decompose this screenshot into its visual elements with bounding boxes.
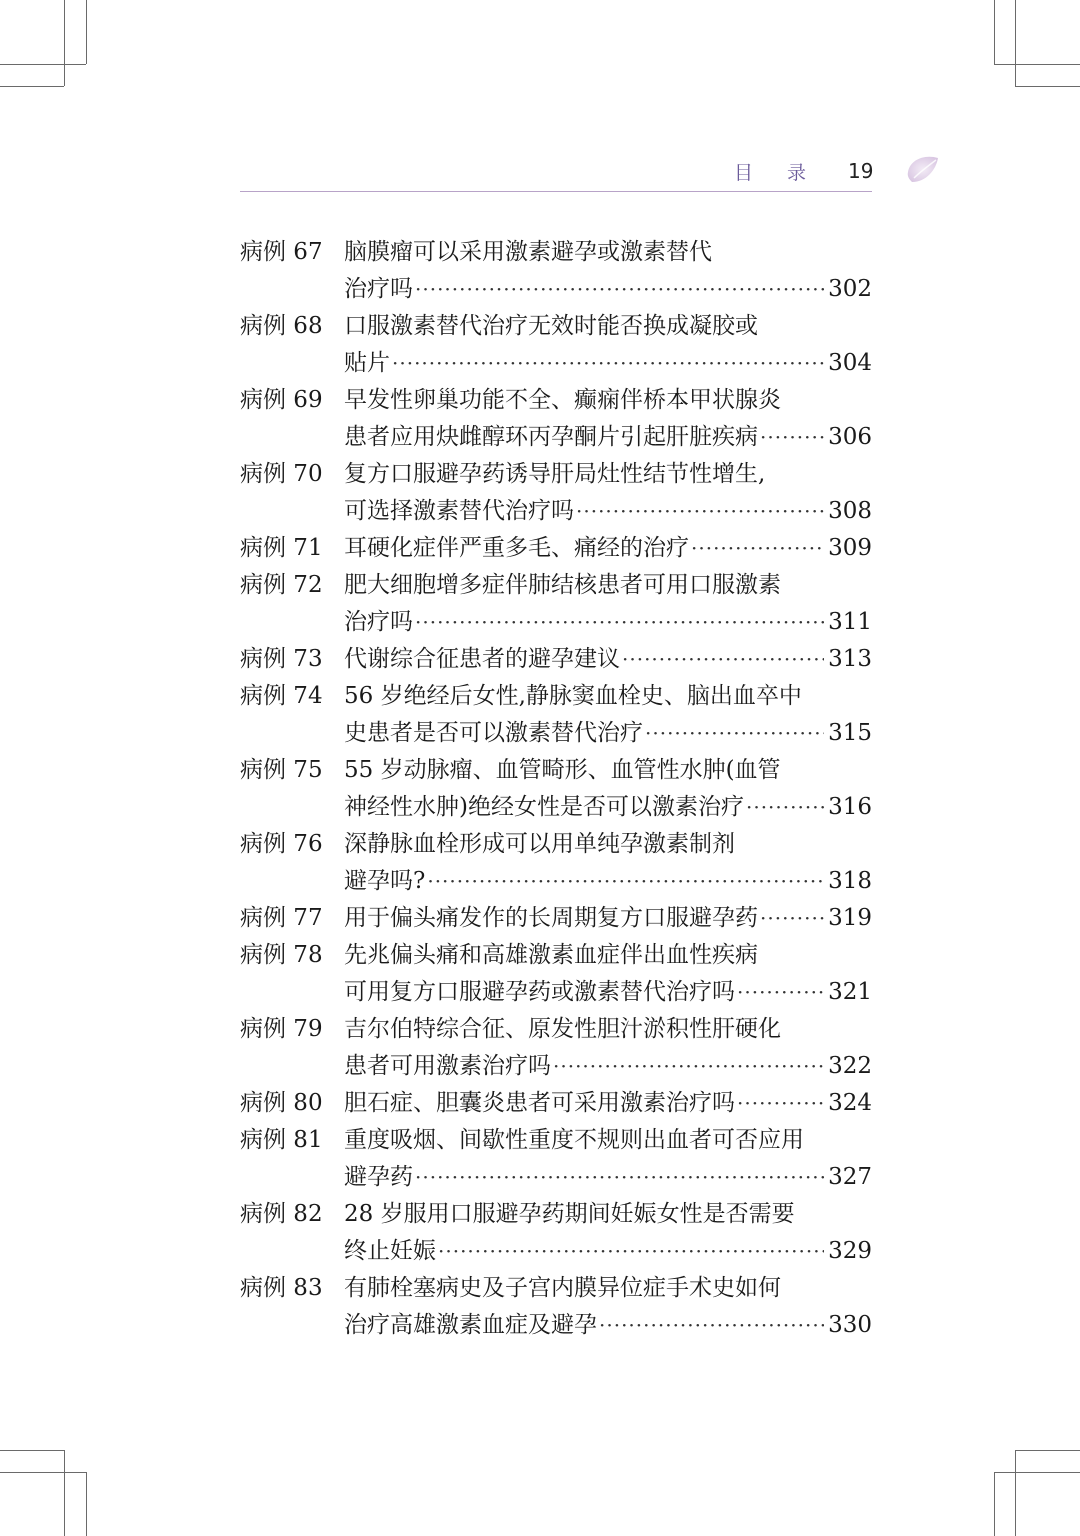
case-title-last-line [344,419,872,456]
toc-entry[interactable] [240,567,872,641]
case-title-last-line [344,715,872,752]
crop-mark [1015,0,1016,86]
case-title-last-line [344,863,872,900]
toc-page-number: 327 [828,1164,872,1190]
page-number: 19 [848,159,874,183]
case-title-last-line [344,271,872,308]
case-label: 病例 81 [240,1127,323,1153]
toc-entry[interactable] [240,1122,872,1196]
toc-entry[interactable] [240,308,872,382]
dot-leader [691,530,824,567]
toc-page-number: 315 [828,720,872,746]
case-title-last-line [344,345,872,382]
case-title-line: 用于偏头痛发作的长周期复方口服避孕药 [344,905,758,931]
dot-leader [415,271,824,308]
case-label: 病例 68 [240,313,323,339]
toc-entry-line [240,715,872,752]
toc-page-number: 306 [828,424,872,450]
case-title-last-line [344,530,872,567]
case-title-last-line [344,974,872,1011]
toc-entry-line [240,826,872,863]
case-label: 病例 77 [240,905,323,931]
toc-page-number: 322 [828,1053,872,1079]
case-title-line: 重度吸烟、间歇性重度不规则出血者可否应用 [344,1127,804,1153]
toc-entry-line [240,456,872,493]
toc-entry-line [240,789,872,826]
toc-page-number: 329 [828,1238,872,1264]
toc-entry-line [240,900,872,937]
case-label: 病例 67 [240,239,323,265]
toc-entry[interactable] [240,382,872,456]
case-title-line: 患者可用激素治疗吗 [344,1053,551,1079]
toc-entry-line [240,271,872,308]
toc-page-number: 313 [828,646,872,672]
toc-entry-line [240,419,872,456]
case-title-last-line [344,1085,872,1122]
toc-entry-line [240,1307,872,1344]
dot-leader [599,1307,824,1344]
case-title-line: 避孕吗? [344,868,426,894]
toc-page-number: 308 [828,498,872,524]
toc-page-number: 330 [828,1312,872,1338]
crop-mark [0,1450,64,1451]
case-title-line: 贴片 [344,350,390,376]
petal-ornament-icon [904,152,942,186]
toc-page-number: 309 [828,535,872,561]
toc-page-number: 316 [828,794,872,820]
case-title-last-line [344,641,872,678]
toc-entry-line [240,1048,872,1085]
case-title-line: 终止妊娠 [344,1238,436,1264]
case-title-last-line [344,493,872,530]
toc-entry-line [240,641,872,678]
case-label: 病例 70 [240,461,323,487]
case-title-last-line [344,1159,872,1196]
toc-page-number: 324 [828,1090,872,1116]
toc-entry-line [240,1122,872,1159]
case-title-line: 耳硬化症伴严重多毛、痛经的治疗 [344,535,689,561]
toc-entry-line [240,974,872,1011]
case-title-line: 复方口服避孕药诱导肝局灶性结节性增生, [344,461,766,487]
crop-mark [1015,1450,1016,1536]
toc-entry-line [240,1159,872,1196]
crop-mark [994,1472,995,1536]
case-title-line: 深静脉血栓形成可以用单纯孕激素制剂 [344,831,735,857]
case-label: 病例 69 [240,387,323,413]
toc-entry-line [240,308,872,345]
crop-mark [0,1472,86,1473]
dot-leader [760,900,824,937]
case-title-line: 脑膜瘤可以采用激素避孕或激素替代 [344,239,712,265]
case-label: 病例 78 [240,942,323,968]
crop-mark [1015,86,1080,87]
crop-mark [0,86,64,87]
case-label: 病例 71 [240,535,323,561]
case-label: 病例 72 [240,572,323,598]
toc-entry[interactable] [240,234,872,308]
toc-page-number: 311 [828,609,872,635]
crop-mark [1015,1450,1080,1451]
running-header-title: 目录 [734,162,841,184]
dot-leader [427,863,824,900]
case-title-line: 史患者是否可以激素替代治疗 [344,720,643,746]
dot-leader [415,1159,824,1196]
case-title-line: 吉尔伯特综合征、原发性胆汁淤积性肝硬化 [344,1016,781,1042]
header-rule [240,191,872,192]
toc-entry-line [240,604,872,641]
toc-entry-line [240,493,872,530]
toc-entry-line [240,382,872,419]
toc-entry[interactable] [240,900,872,937]
dot-leader [645,715,824,752]
toc-entry[interactable] [240,826,872,900]
case-title-last-line [344,1233,872,1270]
toc-entry[interactable] [240,530,872,567]
case-title-last-line [344,789,872,826]
toc-list [240,234,872,1344]
case-title-line: 治疗吗 [344,276,413,302]
crop-mark [994,64,1080,65]
dot-leader [746,789,824,826]
case-label: 病例 76 [240,831,323,857]
toc-page-number: 302 [828,276,872,302]
case-title-last-line [344,604,872,641]
toc-entry[interactable] [240,641,872,678]
case-label: 病例 74 [240,683,323,709]
toc-entry-line [240,234,872,271]
case-title-line: 胆石症、胆囊炎患者可采用激素治疗吗 [344,1090,735,1116]
dot-leader [737,974,824,1011]
toc-entry-line [240,937,872,974]
toc-entry-line [240,752,872,789]
case-label: 病例 73 [240,646,323,672]
toc-entry[interactable] [240,937,872,1011]
toc-entry-line [240,530,872,567]
toc-page-number: 318 [828,868,872,894]
crop-mark [994,0,995,64]
case-label: 病例 80 [240,1090,323,1116]
toc-entry[interactable] [240,1011,872,1085]
toc-entry-line [240,345,872,382]
toc-entry-line [240,1085,872,1122]
toc-page-number: 319 [828,905,872,931]
crop-mark [994,1472,1080,1473]
toc-entry-line [240,1011,872,1048]
toc-entry-line [240,863,872,900]
dot-leader [553,1048,824,1085]
dot-leader [415,604,824,641]
case-title-last-line [344,1048,872,1085]
dot-leader [760,419,824,456]
case-title-line: 有肺栓塞病史及子宫内膜异位症手术史如何 [344,1275,781,1301]
toc-entry-line [240,678,872,715]
case-title-last-line [344,900,872,937]
dot-leader [622,641,824,678]
case-label: 病例 75 [240,757,323,783]
toc-page-number: 321 [828,979,872,1005]
case-title-line: 28 岁服用口服避孕药期间妊娠女性是否需要 [344,1201,795,1227]
case-title-line: 治疗高雄激素血症及避孕 [344,1312,597,1338]
toc-entry-line [240,567,872,604]
case-title-line: 口服激素替代治疗无效时能否换成凝胶或 [344,313,758,339]
toc-entry[interactable] [240,456,872,530]
case-title-line: 早发性卵巢功能不全、癫痫伴桥本甲状腺炎 [344,387,781,413]
crop-mark [86,1472,87,1536]
case-label: 病例 79 [240,1016,323,1042]
crop-mark [0,64,86,65]
toc-page-number: 304 [828,350,872,376]
case-title-line: 55 岁动脉瘤、血管畸形、血管性水肿(血管 [344,757,781,783]
toc-entry[interactable] [240,1270,872,1344]
case-title-line: 神经性水肿)绝经女性是否可以激素治疗 [344,794,744,820]
crop-mark [64,0,65,86]
dot-leader [737,1085,824,1122]
toc-entry[interactable] [240,678,872,752]
toc-entry-line [240,1196,872,1233]
dot-leader [392,345,824,382]
case-label: 病例 83 [240,1275,323,1301]
case-title-line: 56 岁绝经后女性,静脉窦血栓史、脑出血卒中 [344,683,802,709]
toc-entry[interactable] [240,752,872,826]
case-title-line: 可选择激素替代治疗吗 [344,498,574,524]
toc-entry-line [240,1233,872,1270]
case-title-line: 患者应用炔雌醇环丙孕酮片引起肝脏疾病 [344,424,758,450]
case-label: 病例 82 [240,1201,323,1227]
case-title-line: 避孕药 [344,1164,413,1190]
dot-leader [576,493,824,530]
toc-entry[interactable] [240,1085,872,1122]
crop-mark [64,1450,65,1536]
toc-entry[interactable] [240,1196,872,1270]
case-title-line: 代谢综合征患者的避孕建议 [344,646,620,672]
case-title-last-line [344,1307,872,1344]
dot-leader [438,1233,824,1270]
case-title-line: 可用复方口服避孕药或激素替代治疗吗 [344,979,735,1005]
case-title-line: 肥大细胞增多症伴肺结核患者可用口服激素 [344,572,781,598]
case-title-line: 先兆偏头痛和高雄激素血症伴出血性疾病 [344,942,758,968]
case-title-line: 治疗吗 [344,609,413,635]
toc-entry-line [240,1270,872,1307]
crop-mark [86,0,87,64]
